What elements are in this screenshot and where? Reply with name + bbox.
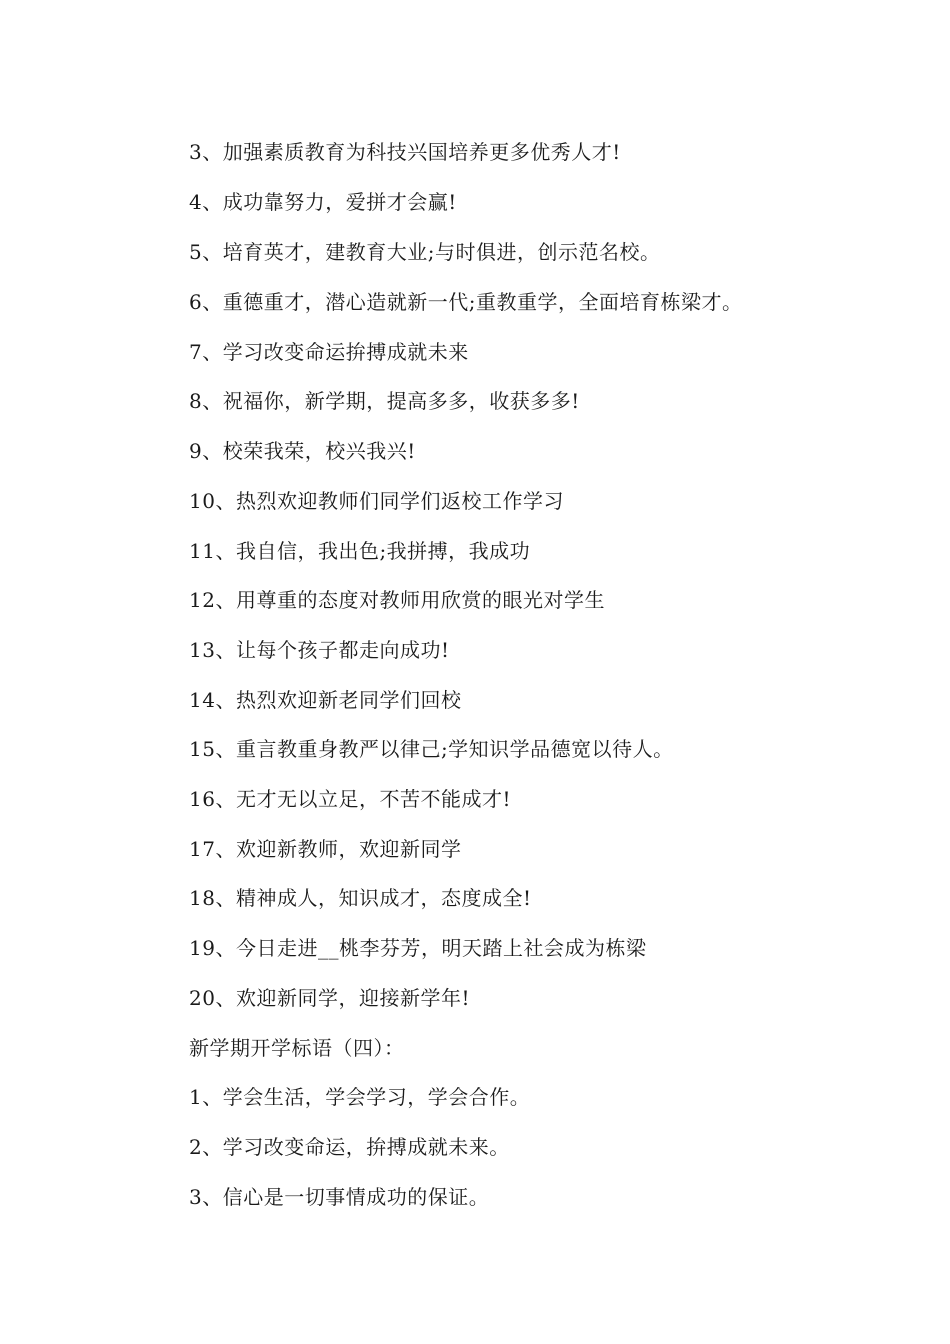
- list-item: 4、成功靠努力，爱拼才会赢!: [189, 190, 457, 214]
- list-item: 17、欢迎新教师，欢迎新同学: [189, 837, 462, 861]
- list-item: 18、精神成人，知识成才，态度成全!: [189, 886, 532, 910]
- list-item: 20、欢迎新同学，迎接新学年!: [189, 986, 470, 1010]
- list-item: 6、重德重才，潜心造就新一代;重教重学，全面培育栋梁才。: [189, 290, 743, 314]
- list-item: 5、培育英才，建教育大业;与时俱进，创示范名校。: [189, 240, 661, 264]
- list-item: 7、学习改变命运拚搏成就未来: [189, 340, 469, 364]
- list-item: 16、无才无以立足，不苦不能成才!: [189, 787, 511, 811]
- section-heading: 新学期开学标语（四）：: [189, 1036, 405, 1060]
- list-item: 3、信心是一切事情成功的保证。: [189, 1185, 490, 1209]
- list-item: 10、热烈欢迎教师们同学们返校工作学习: [189, 489, 564, 513]
- list-item: 1、学会生活，学会学习，学会合作。: [189, 1085, 531, 1109]
- list-item: 3、加强素质教育为科技兴国培养更多优秀人才!: [189, 140, 621, 164]
- list-item: 19、今日走进__桃李芬芳，明天踏上社会成为栋梁: [189, 936, 647, 960]
- list-item: 8、祝福你，新学期，提高多多，收获多多!: [189, 389, 580, 413]
- list-item: 11、我自信，我出色;我拼搏，我成功: [189, 539, 531, 563]
- list-item: 13、让每个孩子都走向成功!: [189, 638, 450, 662]
- list-item: 15、重言教重身教严以律己;学知识学品德宽以待人。: [189, 737, 674, 761]
- list-item: 12、用尊重的态度对教师用欣赏的眼光对学生: [189, 588, 605, 612]
- list-item: 9、校荣我荣，校兴我兴!: [189, 439, 416, 463]
- list-item: 14、热烈欢迎新老同学们回校: [189, 688, 462, 712]
- list-item: 2、学习改变命运，拚搏成就未来。: [189, 1135, 510, 1159]
